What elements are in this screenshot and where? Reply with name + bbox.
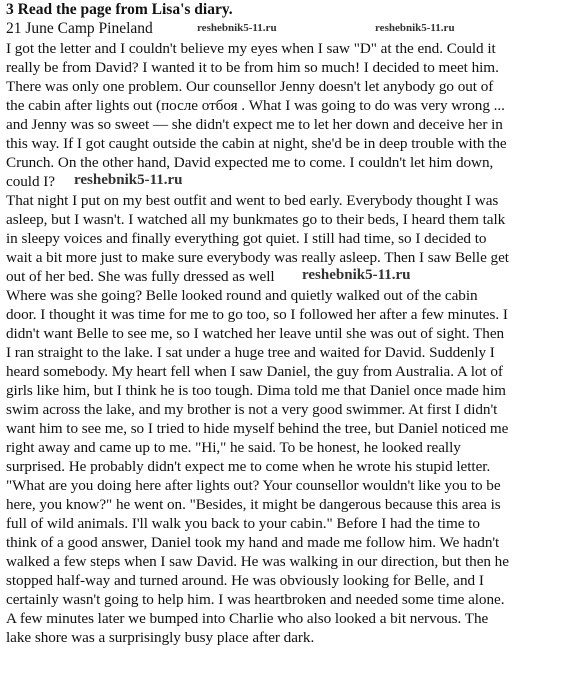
watermark: reshebnik5-11.ru — [375, 22, 455, 34]
text-line: stopped half-way and turned around. He was obviously looking for Belle, and I — [6, 572, 484, 589]
text-line: swim across the lake, and my brother is not a very good swimmer. At first I didn't — [6, 401, 498, 418]
text-line: lake shore was a surprisingly busy place after dark. — [6, 629, 315, 646]
text-line: here, you know?" he went on. "Besides, it might be dangerous because this area is — [6, 496, 501, 513]
text-line: think of a good answer, Daniel took my hand and made me follow him. We hadn't — [6, 534, 500, 551]
text-line: Crunch. On the other hand, David expected me to come. I couldn't let him down, — [6, 154, 494, 171]
text-line: this way. If I got caught outside the cabin at night, she'd be in deep trouble with the — [6, 135, 507, 152]
text-line: heard somebody. My heart fell when I saw Daniel, the guy from Australia. A lot of — [6, 363, 503, 380]
text-line: A few minutes later we bumped into Charlie who also looked a bit nervous. The — [6, 610, 489, 627]
text-line: surprised. He probably didn't expect me to come when he wrote his stupid letter. — [6, 458, 491, 475]
text-line: I got the letter and I couldn't believe my eyes when I saw "D" at the end. Could it — [6, 40, 496, 57]
text-line: didn't want Belle to see me, so I watched her leave until she was out of sight. Then — [6, 325, 505, 342]
text-line: That night I put on my best outfit and went to bed early. Everybody thought I was — [6, 192, 499, 209]
text-line: right away and came up to me. "Hi," he said. To be honest, he looked really — [6, 439, 461, 456]
watermark: reshebnik5-11.ru — [74, 172, 183, 188]
text-line: There was only one problem. Our counsellor Jenny doesn't let anybody go out of — [6, 78, 494, 95]
text-line: "What are you doing here after lights out? Your counsellor wouldn't like you to be — [6, 477, 501, 494]
text-line: want him to see me, so I tried to hide myself behind the tree, but Daniel noticed me — [6, 420, 509, 437]
exercise-heading: 3 Read the page from Lisa's diary. — [6, 1, 233, 18]
text-line: girls like him, but I think he is too tough. Dima told me that Daniel once made him — [6, 382, 506, 399]
text-line: door. I thought it was time for me to go too, so I followed her after a few minutes. I — [6, 306, 508, 323]
text-line: and Jenny was so sweet — she didn't expect me to let her down and deceive her in — [6, 116, 503, 133]
text-line: Where was she going? Belle looked round and quietly walked out of the cabin — [6, 287, 478, 304]
diary-date: 21 June Camp Pineland — [6, 20, 153, 37]
text-line: really be from David? I wanted it to be from him so much! I decided to meet him. — [6, 59, 499, 76]
watermark: reshebnik5-11.ru — [302, 267, 411, 283]
watermark: reshebnik5-11.ru — [197, 22, 277, 34]
text-line: the cabin after lights out (после отбоя . What I was going to do was very wrong ... — [6, 97, 505, 114]
text-line: out of her bed. She was fully dressed as well — [6, 268, 275, 285]
text-line: could I? — [6, 173, 55, 190]
text-line: I ran straight to the lake. I sat under a huge tree and waited for David. Suddenly I — [6, 344, 495, 361]
text-line: asleep, but I wasn't. I watched all my bunkmates go to their beds, I heard them talk — [6, 211, 506, 228]
text-line: certainly wasn't going to help him. I was heartbroken and needed some time alone. — [6, 591, 505, 608]
text-line: wait a bit more just to make sure everybody was really asleep. Then I saw Belle get — [6, 249, 509, 266]
text-line: in sleepy voices and finally everything got quiet. I still had time, so I decided to — [6, 230, 487, 247]
text-line: walked a few steps when I saw David. He was walking in our direction, but then he — [6, 553, 509, 570]
text-line: full of wild animals. I'll walk you back to your cabin." Before I had the time to — [6, 515, 480, 532]
